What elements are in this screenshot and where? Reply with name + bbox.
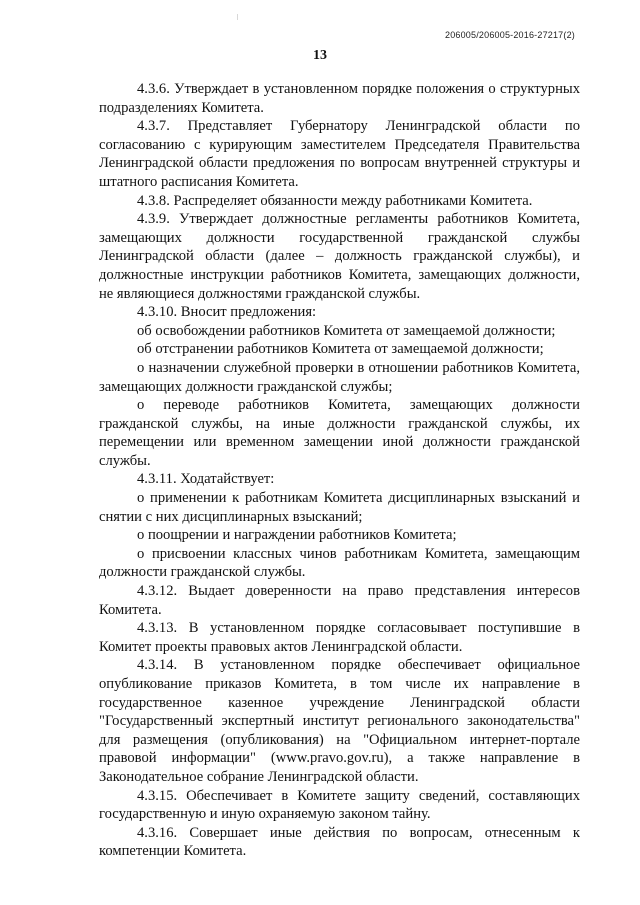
- list-item: о поощрении и награждении работников Комитета;: [137, 527, 457, 544]
- list-item: о переводе работников Комитета, замещающих должности гражданской службы, на иные должности гражданской службы, их перемещении или временном замещении иной должности гражданской службы.: [99, 397, 580, 469]
- list-item: о присвоении классных чинов работникам Комитета, замещающим должности гражданской службы.: [99, 545, 580, 581]
- list-item: о назначении служебной проверки в отношении работников Комитета, замещающих должности гражданской службы;: [99, 359, 580, 395]
- list-item: об освобождении работников Комитета от замещаемой должности;: [137, 322, 556, 339]
- document-id: 206005/206005-2016-27217(2): [444, 30, 575, 40]
- paragraph-4-3-7: 4.3.7. Представляет Губернатору Ленинградской области по согласованию с курирующим заместителем Председателя Правительства Ленинградской области предложения по вопросам внутренней структуры и штатного расписания Комитета.: [99, 118, 580, 190]
- paragraph-4-3-6: 4.3.6. Утверждает в установленном порядке положения о структурных подразделениях Комитета.: [99, 81, 580, 116]
- paragraph-4-3-8: 4.3.8. Распределяет обязанности между работниками Комитета.: [137, 192, 533, 209]
- list-item: об отстранении работников Комитета от замещаемой должности;: [137, 341, 544, 358]
- document-body: [99, 80, 580, 861]
- paragraph-4-3-14: 4.3.14. В установленном порядке обеспечивает официальное опубликование приказов Комитета, в том числе их направление в государственное казенное учреждение Ленинградской области "Государственный экспертный институт регионального законодательства" для размещения (опубликования) на "Официальном интернет-портале правовой информации" (www.pravo.gov.ru), а также направление в Законодательное собрание Ленинградской области.: [99, 657, 580, 785]
- paragraph-4-3-11: 4.3.11. Ходатайствует:: [137, 471, 275, 488]
- paragraph-4-3-16: 4.3.16. Совершает иные действия по вопросам, отнесенным к компетенции Комитета.: [99, 824, 580, 860]
- scan-mark: [237, 14, 238, 20]
- list-item: о применении к работникам Комитета дисциплинарных взысканий и снятии с них дисциплинарных взысканий;: [99, 490, 580, 525]
- paragraph-4-3-12: 4.3.12. Выдает доверенности на право представления интересов Комитета.: [99, 583, 580, 618]
- page-number: 13: [313, 48, 327, 63]
- paragraph-4-3-9: 4.3.9. Утверждает должностные регламенты работников Комитета, замещающих должности государственной гражданской службы Ленинградской области (далее – должность гражданской службы), и должностные инструкции работников Комитета, замещающих должности, не являющиеся должностями гражданской службы.: [99, 211, 580, 302]
- paragraph-4-3-15: 4.3.15. Обеспечивает в Комитете защиту сведений, составляющих государственную и иную охраняемую законом тайну.: [99, 787, 580, 823]
- paragraph-4-3-13: 4.3.13. В установленном порядке согласовывает поступившие в Комитет проекты правовых актов Ленинградской области.: [99, 620, 580, 655]
- paragraph-4-3-10: 4.3.10. Вносит предложения:: [137, 304, 317, 321]
